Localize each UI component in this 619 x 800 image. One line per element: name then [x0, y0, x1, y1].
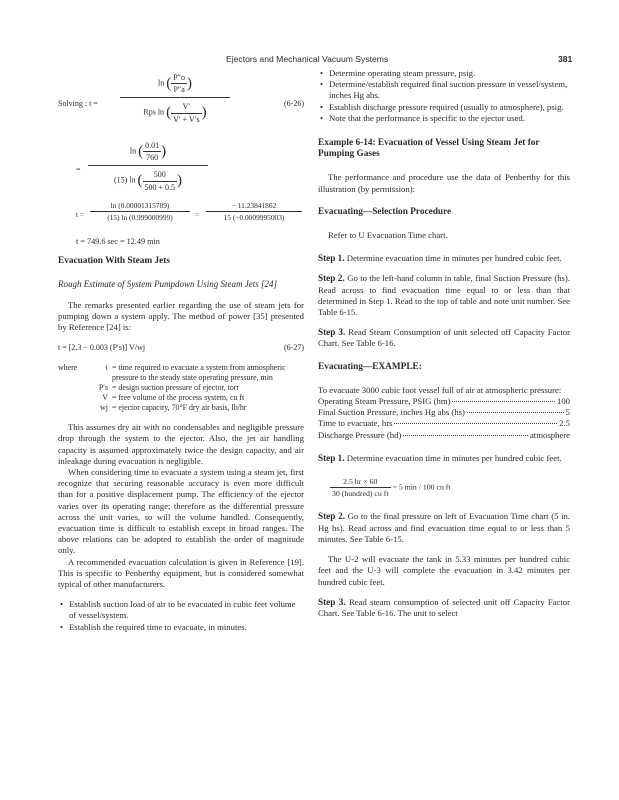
def-text: = ejector capacity, 70°F dry air basis, lb/hr [112, 403, 247, 413]
def-text: = free volume of the process system, cu ft [112, 393, 245, 403]
example-step-2 [318, 511, 570, 545]
variable-definitions [58, 363, 304, 413]
eq2-den-coef: (15) ln [113, 175, 136, 185]
def-where: where [58, 363, 78, 373]
paragraph-dry-air: This assumes dry air with no condensables and negligible pressure drop through the system to the ejector. Also, the jet air handling capacity is assumed approximately twice the design capacity, and air inleakage during evacuation is negligible. [58, 422, 304, 466]
eq3-d2: 15 (−0.0009995003) [206, 211, 302, 223]
equation-step-3: t = $\frac{\ln (0.00001315789)}{(15) \ln (0.999000999)}$ = $\frac{- 11.23841862}{15 (-0.0009995003)}$ [58, 200, 304, 230]
row-label: Operating Steam Pressure, PSIG (hm) [318, 396, 451, 407]
paragraph-refer: Refer to U Evacuation Time chart. [328, 230, 448, 241]
equation-number-6-27: (6-27) [284, 343, 304, 353]
def-symbol: V [102, 393, 108, 403]
def-where [58, 393, 86, 403]
paragraph-u2: The U-2 will evacuate the tank in 5.33 minutes per hundred cubic feet and the U-3 will complete the evacuation in 3.42 minutes per hundred cubic feet. [318, 554, 570, 587]
heading-evacuating-example: Evacuating—EXAMPLE: [318, 361, 422, 372]
example-step-3 [318, 597, 570, 619]
example-step-2-text: Go to the final pressure on left of Evacuation Time chart (5 in. Hg hs). Read across and find evacuation time equal to or less than 5 minutes. See Table 6-15. [318, 511, 570, 544]
page-number: 381 [558, 54, 573, 64]
table-row [318, 407, 570, 418]
table-row [318, 430, 570, 441]
definition-row [58, 403, 304, 413]
list-item: • Establish the required time to evacuate, in minutes. [58, 622, 304, 633]
definition-row [58, 383, 304, 393]
list-item: • Determine/establish required final suction pressure in vessel/system, inches Hg abs. [318, 79, 570, 101]
step-1-text: Determine evacuation time in minutes per hundred cubic feet. [346, 253, 562, 264]
step-3-text: Read Steam Consumption of unit selected off Capacity Factor Chart. See Table 6-16. [318, 327, 571, 349]
left-column [58, 68, 304, 633]
row-value: atmosphere [529, 429, 570, 440]
def-symbol: t [105, 363, 108, 373]
row-label: Time to evacuate, hrs [318, 418, 393, 429]
example-step-1-label: Step 1. [318, 452, 345, 463]
list-item: • Note that the performance is specific to the ejector used. [318, 113, 570, 124]
eq3-t: t = [76, 210, 85, 219]
def-where [58, 403, 86, 413]
v-numerator: V′ [182, 102, 191, 112]
eq2-den-a: 500 [153, 170, 166, 180]
p-numerator: P″o [173, 73, 185, 82]
row-label: Discharge Pressure (hd) [318, 429, 402, 440]
definition-row [58, 363, 304, 383]
equation-6-26: Solving : t = ln ( $\frac{P''o}{P''a}$ ) Rps ln ( $\frac{V'}{V' + V's}$ ) (6-26) [58, 73, 304, 124]
step-1-label: Step 1. [318, 253, 345, 264]
table-row [318, 418, 570, 429]
heading-evacuation-steam-jets: Evacuation With Steam Jets [58, 256, 170, 267]
running-header-title: Ejectors and Mechanical Vacuum Systems [226, 54, 389, 64]
p-denominator: P″a [171, 83, 187, 95]
paragraph-recommended: A recommended evacuation calculation is given in Reference [19]. This is specific to Penberthy equipment, but is considered somewhat typical of other manufacturers. [58, 556, 304, 590]
eq2-den-b: 500 + 0.5 [144, 182, 176, 192]
eq3-n1: ln (0.00001315789) [110, 201, 170, 210]
v-denominator: V′ + V′s [173, 114, 200, 124]
list-item: • Determine operating steam pressure, psig. [318, 68, 570, 79]
def-text: = design suction pressure of ejector, torr [112, 383, 240, 393]
row-label: Final Suction Pressure, inches Hg abs (hs) [318, 407, 465, 418]
step-3 [318, 327, 570, 349]
example-step-3-text: Read steam consumption of selected unit off Capacity Factor Chart. See Table 6-16. The unit to select [318, 596, 571, 618]
equation-6-27 [58, 342, 304, 354]
eq2-num-a: 0.01 [145, 141, 160, 150]
list-item: • Establish discharge pressure required (usually to atmosphere), psig. [318, 102, 570, 113]
eq3-n2: − 11.23841862 [231, 201, 277, 210]
row-value: 5 [565, 407, 570, 418]
paragraph-example-intro: To evacuate 3000 cubic foot vessel full of air at atmospheric pressure: [318, 384, 562, 395]
example-parameter-table [318, 396, 570, 441]
evacuation-calculation [318, 476, 570, 499]
row-value: 2.5 [559, 418, 570, 429]
example-step-1 [318, 453, 570, 464]
heading-selection-procedure: Evacuating—Selection Procedure [318, 206, 452, 217]
heading-rough-estimate: Rough Estimate of System Pumpdown Using Steam Jets [24] [58, 279, 277, 290]
ln-symbol-2: ln [157, 107, 165, 117]
def-symbol: wj [100, 403, 108, 413]
solving-label: Solving : t = [58, 99, 98, 108]
step-2-text: Go to the left-hand column in table, final Suction Pressure (hs). Read across to find evacuation time equal to or less than that determined in Step 1. Read to the top of table and note unit number. See Table 6-15. [318, 273, 570, 318]
right-bullet-list [318, 68, 570, 124]
table-row [318, 396, 570, 407]
paragraph-performance: The performance and procedure use the data of Penberthy for this illustration (by permission): [318, 172, 570, 194]
def-symbol: P′s [98, 383, 108, 393]
calc-result: = 5 min / 100 cu ft [392, 482, 451, 492]
eq2-num-b: 760 [143, 151, 161, 163]
right-column [318, 68, 570, 619]
def-text: = time required to evacuate a system from atmospheric pressure to the steady state operating pressure, min [112, 363, 286, 383]
ln-symbol: ln [157, 78, 165, 88]
step-1 [318, 253, 570, 264]
definition-row [58, 393, 304, 403]
step-3-label: Step 3. [318, 327, 346, 338]
example-6-14-title: Example 6-14: Evacuation of Vessel Using Steam Jet for Pumping Gases [318, 138, 540, 160]
calc-numerator: 2.5 hr × 60 [343, 477, 378, 487]
list-item: • Establish suction load of air to be evacuated in cubic feet volume of vessel/system. [58, 599, 304, 621]
calc-denominator: 30 (hundred) cu ft [332, 489, 389, 499]
example-step-3-label: Step 3. [318, 596, 346, 607]
left-bullet-list [58, 599, 304, 633]
row-value: 100 [556, 396, 570, 407]
step-2-label: Step 2. [318, 273, 345, 284]
equation-step-2: = ln ( $\frac{0.01}{760}$ ) (15) ln ( $\frac{500}{500 + 0.5}$ ) [58, 140, 304, 196]
paragraph-remarks: The remarks presented earlier regarding the use of steam jets for pumping down a system apply. The method of power [35] presented by Reference [24] is: [58, 299, 304, 333]
rps-symbol: Rps [143, 107, 156, 117]
step-2 [318, 273, 570, 318]
paragraph-considering-time: When considering time to evacuate a system using a steam jet, first recognize that securing reasonable accuracy is even more difficult than for a positive displacement pump. The efficiency of the ejector varies over its operating range; therefore as the differential pressure across the unit varies, so will the volume handled. Consequently, evacuation time is difficult to establish except in broad ranges. The above relations can be adopted to establish the order of magnitude only. [58, 467, 304, 556]
example-step-2-label: Step 2. [318, 511, 345, 522]
equation-number-6-26: (6-26) [284, 99, 304, 108]
example-step-1-text: Determine evacuation time in minutes per hundred cubic feet. [346, 452, 562, 463]
formula-6-27: t = [2.3 − 0.003 (P′s)] V/wj [58, 343, 146, 353]
eq3-d1: (15) ln (0.999000999) [90, 211, 190, 223]
ln-symbol-3: ln [129, 146, 137, 156]
def-where [58, 383, 86, 393]
equation-result: t = 749.6 sec = 12.49 min [76, 237, 160, 246]
